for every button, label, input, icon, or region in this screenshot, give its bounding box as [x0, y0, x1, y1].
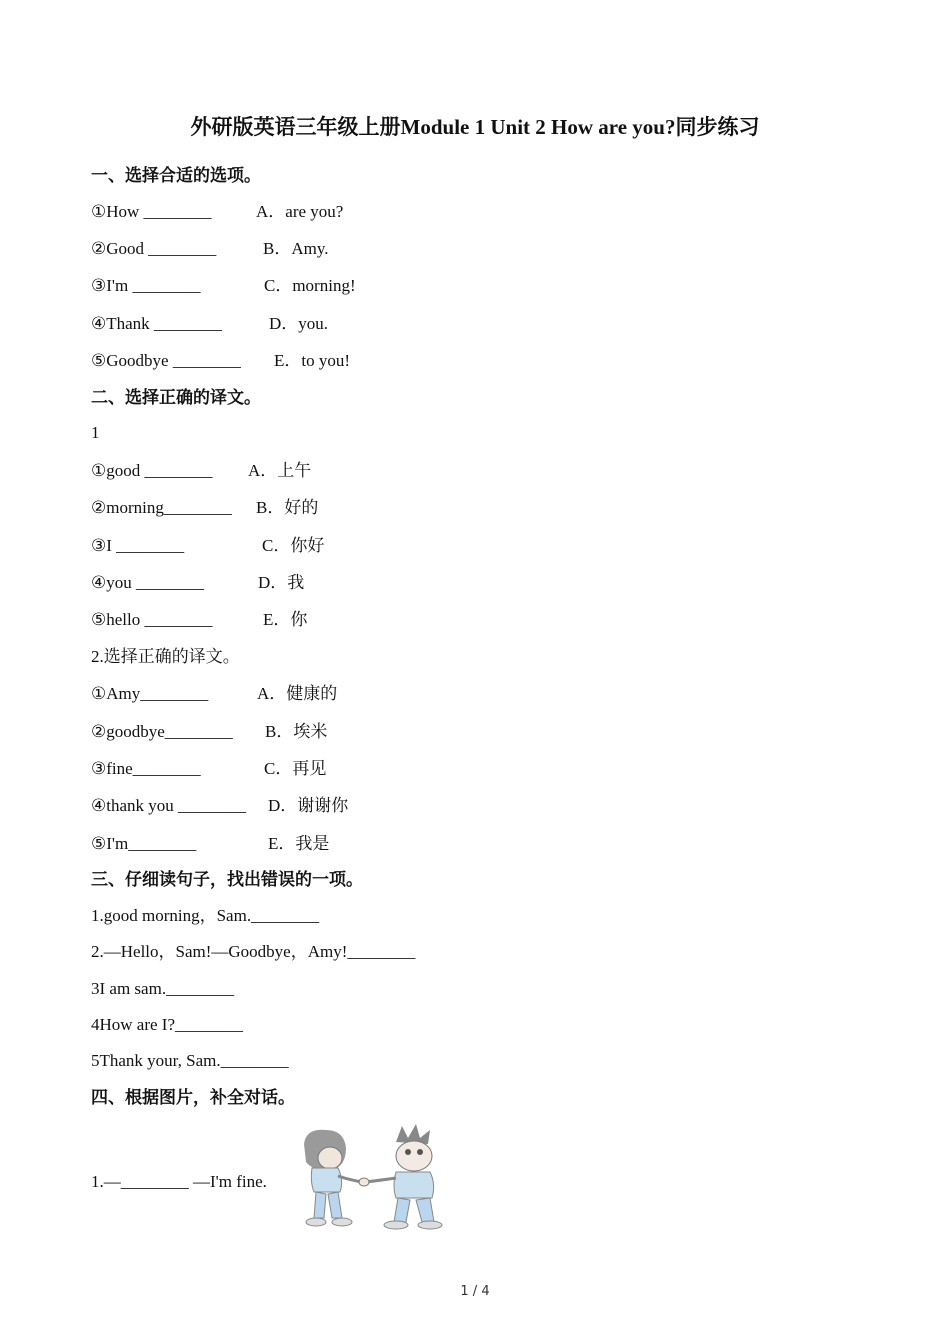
page-number: 1 / 4 [460, 1284, 490, 1299]
s2p2-option-b: B．埃米 [265, 722, 328, 741]
s3-item-3: 3I am sam.________ [91, 979, 235, 998]
s1-item-5: ⑤Goodbye ________ [91, 351, 241, 370]
section4-heading: 四、根据图片，补全对话。 [91, 1088, 295, 1107]
s2p1-item-1: ①good ________ [91, 461, 213, 480]
s2p1-option-e: E．你 [263, 610, 308, 629]
s2p2-option-c: C．再见 [264, 759, 327, 778]
s1-option-c: C．morning! [264, 276, 356, 295]
s3-item-4: 4How are I?________ [91, 1015, 244, 1034]
s1-option-b: B．Amy. [263, 239, 329, 258]
s2p1-item-4: ④you ________ [91, 573, 204, 592]
s3-item-5: 5Thank your, Sam.________ [91, 1051, 289, 1070]
s3-item-1: 1.good morning，Sam.________ [91, 906, 320, 925]
s2p2-option-d: D．谢谢你 [268, 796, 349, 815]
s2p2-item-2: ②goodbye________ [91, 722, 233, 741]
girl-figure [304, 1130, 362, 1226]
s2p1-item-3: ③I ________ [91, 536, 185, 555]
section3-heading: 三、仔细读句子，找出错误的一项。 [91, 870, 363, 889]
s4-item-1: 1.—________ —I'm fine. [91, 1172, 267, 1191]
s2p2-item-1: ①Amy________ [91, 684, 209, 703]
s2-part1-label: 1 [91, 423, 100, 442]
s1-option-a: A．are you? [256, 202, 344, 221]
s2p2-item-4: ④thank you ________ [91, 796, 247, 815]
s2p2-option-e: E．我是 [268, 834, 330, 853]
s2p1-item-5: ⑤hello ________ [91, 610, 213, 629]
document-title: 外研版英语三年级上册Module 1 Unit 2 How are you?同步练习 [190, 115, 760, 139]
s2p2-item-3: ③fine________ [91, 759, 201, 778]
s2p1-option-a: A．上午 [248, 461, 312, 480]
s2p2-option-a: A．健康的 [257, 684, 338, 703]
handshake-illustration [296, 1122, 454, 1230]
s1-item-1: ①How ________ [91, 202, 212, 221]
section1-heading: 一、选择合适的选项。 [91, 166, 261, 185]
s2p1-item-2: ②morning________ [91, 498, 232, 517]
s1-item-3: ③I'm ________ [91, 276, 201, 295]
s3-item-2: 2.—Hello，Sam!—Goodbye，Amy!________ [91, 942, 416, 961]
s1-item-2: ②Good ________ [91, 239, 217, 258]
s1-item-4: ④Thank ________ [91, 314, 222, 333]
s1-option-d: D．you. [269, 314, 329, 333]
section2-heading: 二、选择正确的译文。 [91, 388, 261, 407]
s1-option-e: E．to you! [274, 351, 351, 370]
boy-figure [366, 1124, 442, 1229]
s2p1-option-c: C．你好 [262, 536, 325, 555]
s2p1-option-b: B．好的 [256, 498, 319, 517]
s2p2-item-5: ⑤I'm________ [91, 834, 197, 853]
s2-part2-label: 2.选择正确的译文。 [91, 647, 240, 666]
s2p1-option-d: D．我 [258, 573, 305, 592]
